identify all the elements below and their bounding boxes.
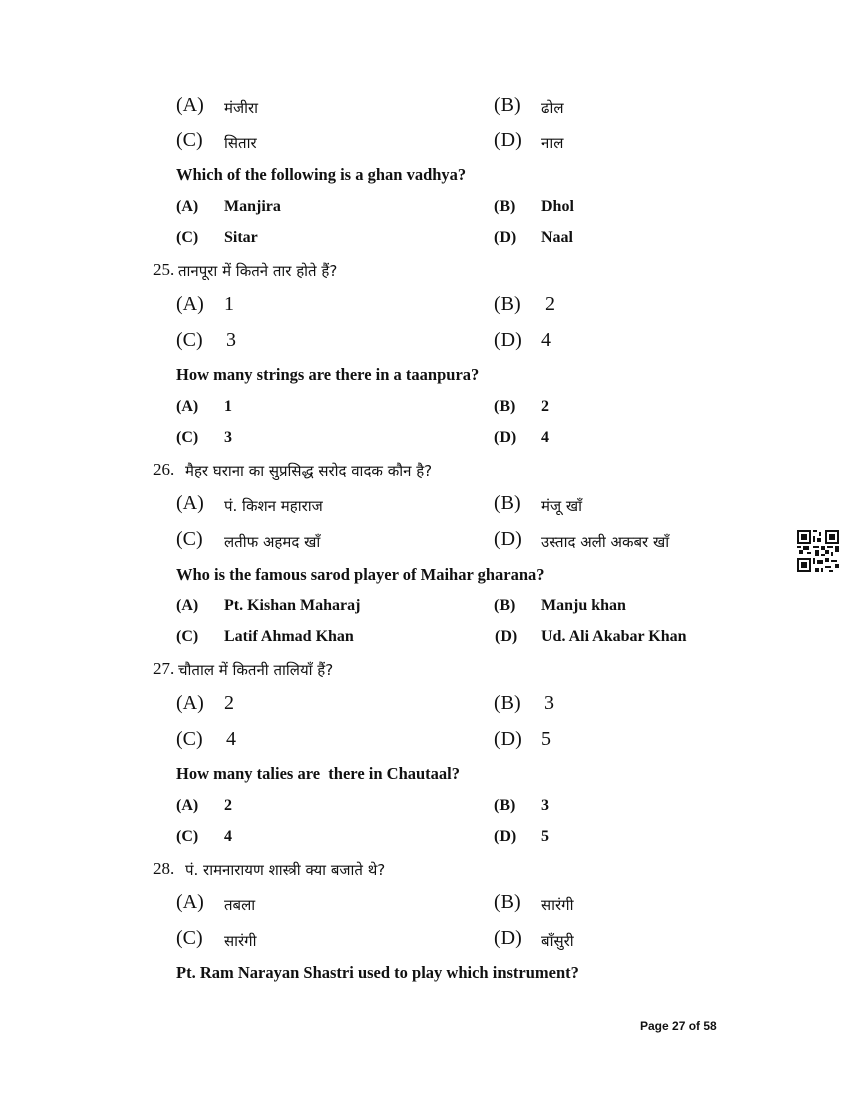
option-text: बाँसुरी	[541, 932, 574, 950]
q28-question-hi	[0, 858, 850, 888]
q27-question-hi	[0, 658, 850, 688]
option-label: (B)	[494, 891, 521, 913]
q25-question-en	[0, 365, 850, 395]
option-text: 2	[224, 692, 234, 714]
option-text: 4	[541, 429, 549, 446]
q26-question-hi	[0, 459, 850, 489]
option-text: 4	[541, 329, 551, 351]
question-text: पं. रामनारायण शास्त्री क्या बजाते थे?	[185, 861, 386, 879]
option-text: 4	[224, 828, 232, 845]
option-text: तबला	[224, 896, 256, 914]
q28-hindi-options-row-1	[0, 891, 850, 921]
q28-hindi-options-row-2	[0, 927, 850, 957]
question-text: चौताल में कितनी तालियाँ हैं?	[178, 661, 334, 679]
option-text: Dhol	[541, 198, 574, 215]
option-label: (D)	[494, 429, 517, 446]
question-text: Pt. Ram Narayan Shastri used to play which instrument?	[176, 963, 579, 982]
option-label: (C)	[176, 528, 203, 550]
q25-hindi-options-row-2	[0, 329, 850, 359]
q24-hindi-options-row-1	[0, 94, 850, 124]
option-label: (D)	[494, 528, 522, 550]
q25-english-options-row-1	[0, 398, 850, 428]
option-label: (C)	[176, 229, 199, 246]
q24-hindi-options-row-2	[0, 129, 850, 159]
option-label: (A)	[176, 398, 199, 415]
q24-english-options-row-2	[0, 229, 850, 259]
option-text: 3	[544, 692, 554, 714]
option-label: (A)	[176, 692, 204, 714]
option-label: (A)	[176, 597, 199, 614]
option-text: 3	[226, 329, 236, 351]
option-text: 5	[541, 728, 551, 750]
option-text: 2	[545, 293, 555, 315]
q26-question-en	[0, 565, 850, 595]
option-text: 3	[224, 429, 232, 446]
q27-english-options-row-1	[0, 797, 850, 827]
option-label: (D)	[494, 229, 517, 246]
option-label: (C)	[176, 728, 203, 750]
option-label: (B)	[494, 398, 516, 415]
option-label: (B)	[494, 198, 516, 215]
option-text: मंजीरा	[224, 99, 259, 117]
page-number: Page 27 of 58	[640, 1019, 717, 1033]
option-text: सारंगी	[541, 896, 574, 914]
question-number: 26.	[153, 460, 175, 479]
question-number: 28.	[153, 859, 175, 878]
option-label: (C)	[176, 429, 199, 446]
option-label: (B)	[494, 797, 516, 814]
option-text: सितार	[224, 134, 257, 152]
option-text: नाल	[541, 134, 564, 152]
q26-hindi-options-row-2	[0, 528, 850, 558]
question-text: Which of the following is a ghan vadhya?	[176, 165, 467, 184]
option-text: 5	[541, 828, 549, 845]
option-label: (A)	[176, 891, 204, 913]
q24-english-options-row-1	[0, 198, 850, 228]
option-text: ढोल	[541, 99, 564, 117]
option-label: (C)	[176, 129, 203, 151]
option-label: (A)	[176, 797, 199, 814]
option-label: (C)	[176, 828, 199, 845]
option-text: लतीफ अहमद खाँ	[224, 533, 321, 551]
q27-question-en	[0, 764, 850, 794]
option-text: Pt. Kishan Maharaj	[224, 597, 361, 614]
q27-hindi-options-row-2	[0, 728, 850, 758]
q28-question-en	[0, 963, 850, 993]
option-label: (A)	[176, 492, 204, 514]
option-label: (A)	[176, 94, 204, 116]
option-label: (B)	[494, 692, 521, 714]
q26-english-options-row-2	[0, 628, 850, 658]
option-label: (D)	[494, 927, 522, 949]
question-text: मैहर घराना का सुप्रसिद्ध सरोद वादक कौन है?	[185, 462, 433, 480]
option-text: Naal	[541, 229, 573, 246]
q26-english-options-row-1	[0, 597, 850, 627]
option-text: उस्ताद अली अकबर खाँ	[541, 533, 670, 551]
question-number: 25.	[153, 260, 175, 279]
option-text: 1	[224, 398, 232, 415]
option-label: (D)	[494, 329, 522, 351]
option-label: (C)	[176, 628, 199, 645]
question-text: तानपूरा में कितने तार होते हैं?	[178, 262, 338, 280]
option-label: (B)	[494, 293, 521, 315]
option-label: (B)	[494, 492, 521, 514]
option-text: Manju khan	[541, 597, 626, 614]
option-label: (C)	[176, 927, 203, 949]
question-text: How many talies are there in Chautaal?	[176, 764, 461, 783]
qr-code-icon	[797, 530, 839, 572]
option-text: 1	[224, 293, 234, 315]
q25-hindi-options-row-1	[0, 293, 850, 323]
question-text: How many strings are there in a taanpura?	[176, 365, 480, 384]
option-text: Latif Ahmad Khan	[224, 628, 354, 645]
option-text: 4	[226, 728, 236, 750]
option-text: Ud. Ali Akabar Khan	[541, 628, 687, 645]
option-label: (D)	[494, 828, 517, 845]
option-label: (A)	[176, 293, 204, 315]
option-text: Sitar	[224, 229, 258, 246]
question-text: Who is the famous sarod player of Maihar gharana?	[176, 565, 545, 584]
q27-hindi-options-row-1	[0, 692, 850, 722]
option-text: 2	[224, 797, 232, 814]
option-text: 3	[541, 797, 549, 814]
option-text: मंजू खाँ	[541, 497, 583, 515]
q27-english-options-row-2	[0, 828, 850, 858]
option-label: (D)	[495, 628, 518, 645]
option-label: (A)	[176, 198, 199, 215]
option-text: Manjira	[224, 198, 281, 215]
option-label: (C)	[176, 329, 203, 351]
option-label: (B)	[494, 597, 516, 614]
option-text: सारंगी	[224, 932, 257, 950]
question-number: 27.	[153, 659, 175, 678]
option-label: (D)	[494, 728, 522, 750]
q25-english-options-row-2	[0, 429, 850, 459]
option-text: पं. किशन महाराज	[224, 497, 323, 515]
option-label: (D)	[494, 129, 522, 151]
q26-hindi-options-row-1	[0, 492, 850, 522]
option-text: 2	[541, 398, 549, 415]
option-label: (B)	[494, 94, 521, 116]
q25-question-hi	[0, 259, 850, 289]
q24-question-en	[0, 165, 850, 195]
